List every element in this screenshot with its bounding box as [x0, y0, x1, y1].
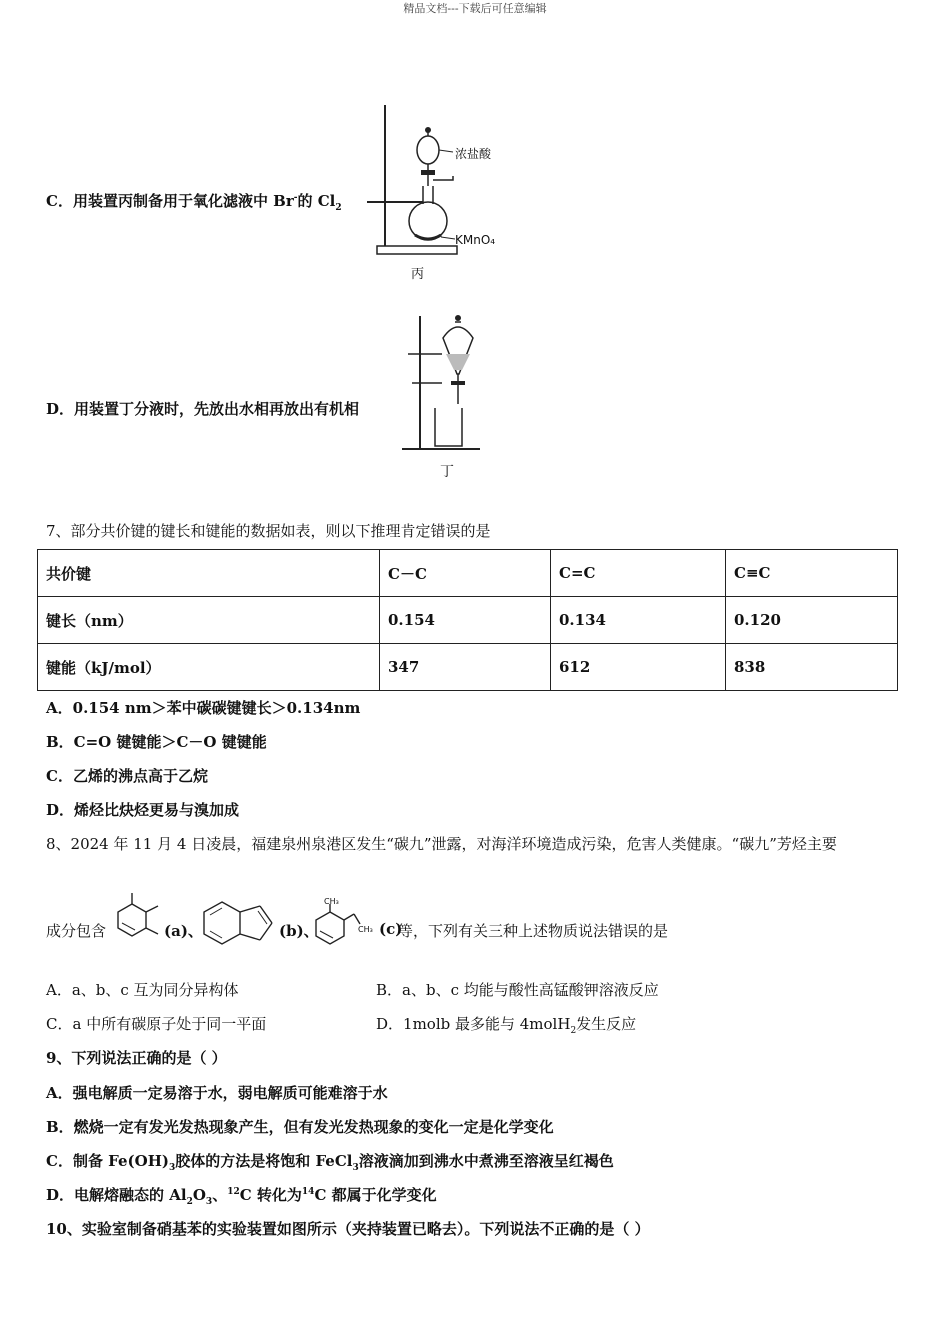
q8-option-d — [376, 1013, 636, 1036]
q9-d-part2: O — [192, 1186, 206, 1204]
table-cell: 347 — [380, 644, 551, 691]
option-c-sub: 2 — [335, 203, 342, 213]
q9-d-sup1: 12 — [227, 1187, 240, 1197]
structure-c-ethyltoluene — [312, 898, 380, 948]
q9-d-part3: 、 — [212, 1186, 228, 1204]
structure-a-trimethylbenzene — [112, 890, 164, 946]
table-row — [38, 597, 898, 644]
q7-stem: 7、部分共价键的键长和键能的数据如表，则以下推理肯定错误的是 — [46, 522, 491, 540]
table-cell: C－C — [380, 550, 551, 597]
q9-c-part3: 溶液滴加到沸水中煮沸至溶液呈红褐色 — [358, 1152, 614, 1170]
q9-d-part1: D．电解熔融态的 Al — [46, 1186, 187, 1204]
label-kmno4: KMnO₄ — [455, 233, 496, 247]
q8-option-b: B．a、b、c 均能与酸性高锰酸钾溶液反应 — [376, 981, 659, 999]
label-c: (c) — [379, 920, 403, 938]
apparatus-bing-figure — [365, 100, 515, 282]
q9-d-part4: C 转化为 — [239, 1186, 302, 1204]
table-cell: 键长（nm） — [38, 597, 380, 644]
ethyl-methyl-label: CH₃ — [358, 925, 373, 934]
q9-c-sub1: 3 — [168, 1163, 176, 1173]
q8-option-c: C．a 中所有碳原子处于同一平面 — [46, 1015, 267, 1033]
option-d-apparatus: D．用装置丁分液时，先放出水相再放出有机相 — [46, 400, 360, 418]
bond-data-table — [37, 549, 898, 691]
q9-option-b: B．燃烧一定有发光发热现象产生，但有发光发热现象的变化一定是化学变化 — [46, 1118, 554, 1136]
q8-option-d-suffix: 发生反应 — [576, 1015, 637, 1033]
caption-bing: 丙 — [411, 267, 425, 282]
page-header: 精品文档---下载后可任意编辑 — [403, 2, 547, 15]
table-cell: 612 — [551, 644, 726, 691]
q9-d-sub2: 3 — [205, 1197, 213, 1207]
methyl-label: CH₃ — [324, 898, 339, 906]
table-cell: 0.154 — [380, 597, 551, 644]
q9-d-part5: C 都属于化学变化 — [314, 1186, 437, 1204]
q9-d-sub1: 2 — [186, 1197, 193, 1207]
table-cell: 0.134 — [551, 597, 726, 644]
q9-c-part2: 胶体的方法是将饱和 FeCl — [175, 1152, 353, 1170]
option-c-text: C．用装置丙制备用于氧化滤液中 Br — [46, 192, 294, 210]
q8-option-a: A．a、b、c 互为同分异构体 — [46, 981, 239, 999]
table-cell: C=C — [551, 550, 726, 597]
q8-option-d-text: D．1molb 最多能与 4molH — [376, 1015, 571, 1033]
q9-option-c — [46, 1150, 614, 1173]
option-c-sup: - — [293, 193, 298, 203]
table-cell: C≡C — [726, 550, 898, 597]
q8-stem: 8、2024 年 11 月 4 日凌晨，福建泉州泉港区发生“碳九”泄露，对海洋环境造成污染，危害人类健康。“碳九”芳烃主要 — [46, 835, 837, 853]
option-c-apparatus — [46, 190, 342, 213]
table-cell: 键能（kJ/mol） — [38, 644, 380, 691]
q7-option-b: B．C=O 键键能＞C－O 键键能 — [46, 733, 267, 751]
label-b: (b)、 — [279, 922, 319, 940]
q10-stem: 10、实验室制备硝基苯的实验装置如图所示（夹持装置已略去）。下列说法不正确的是（ ） — [46, 1220, 650, 1238]
table-row — [38, 644, 898, 691]
q8-option-d-sub: 2 — [570, 1026, 577, 1036]
q9-d-sup2: 14 — [301, 1187, 315, 1197]
q8-prefix: 成分包含 — [46, 922, 107, 940]
q7-option-a: A．0.154 nm＞苯中碳碳键键长＞0.134nm — [46, 699, 361, 717]
q7-option-c: C．乙烯的沸点高于乙烷 — [46, 767, 208, 785]
label-a: (a)、 — [164, 922, 203, 940]
structure-b-indene — [200, 898, 278, 954]
q7-option-d: D．烯烃比炔烃更易与溴加成 — [46, 801, 240, 819]
q9-option-a: A．强电解质一定易溶于水，弱电解质可能难溶于水 — [46, 1084, 388, 1102]
table-cell: 838 — [726, 644, 898, 691]
q9-c-sub2: 3 — [352, 1163, 359, 1173]
table-cell: 0.120 — [726, 597, 898, 644]
table-cell: 共价键 — [38, 550, 380, 597]
q9-option-d — [46, 1184, 437, 1207]
caption-ding: 丁 — [440, 464, 454, 480]
apparatus-ding-figure — [398, 308, 488, 482]
option-c-mid: 的 Cl — [297, 192, 336, 210]
q8-suffix: 等，下列有关三种上述物质说法错误的是 — [398, 922, 669, 940]
label-conc-hcl: 浓盐酸 — [455, 147, 492, 161]
q9-stem: 9、下列说法正确的是（ ） — [46, 1049, 227, 1067]
table-row — [38, 550, 898, 597]
q9-c-part1: C．制备 Fe(OH) — [46, 1152, 169, 1170]
